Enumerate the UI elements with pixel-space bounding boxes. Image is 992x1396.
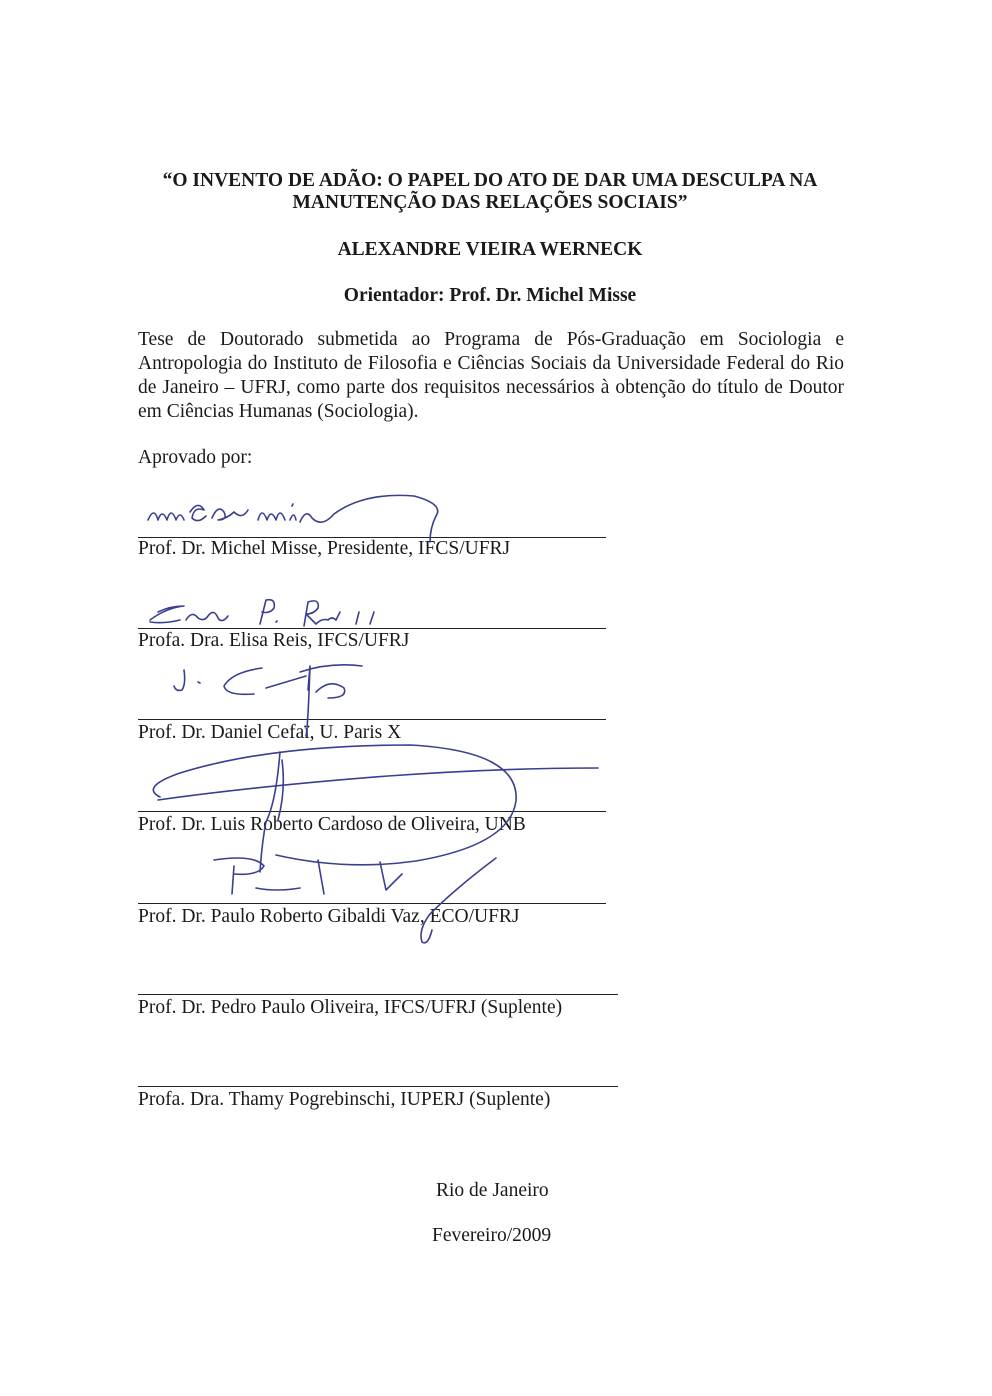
committee-member-3: Prof. Dr. Daniel Cefaï, U. Paris X (138, 722, 402, 743)
submission-statement: Tese de Doutorado submetida ao Programa de Pós-Graduação em Sociologia e Antropologia do Instituto de Filosofia e Ciências Sociais da Universidade Federal do Rio de Janeiro – UFRJ, como parte dos requisitos necessários à obtenção do título de Doutor em Ciências Humanas (Sociologia). (138, 329, 844, 422)
committee-member-6: Prof. Dr. Pedro Paulo Oliveira, IFCS/UFRJ (Suplente) (138, 997, 563, 1018)
signature-elisa-reis (150, 600, 374, 626)
signature-michel-misse (148, 495, 438, 542)
committee-member-2: Profa. Dra. Elisa Reis, IFCS/UFRJ (138, 630, 410, 651)
thesis-title-line-1: “O INVENTO DE ADÃO: O PAPEL DO ATO DE DAR UMA DESCULPA NA (162, 170, 818, 191)
signature-luis-roberto (153, 745, 598, 872)
signature-line (138, 1086, 618, 1087)
approved-by-label: Aprovado por: (138, 447, 253, 468)
committee-member-4: Prof. Dr. Luis Roberto Cardoso de Oliveira, UNB (138, 814, 526, 835)
date: Fevereiro/2009 (432, 1225, 552, 1246)
signature-line (138, 719, 606, 720)
signature-line (138, 811, 606, 812)
thesis-title-line-2: MANUTENÇÃO DAS RELAÇÕES SOCIAIS” (292, 192, 688, 213)
signature-line (138, 628, 606, 629)
committee-member-1: Prof. Dr. Michel Misse, Presidente, IFCS/UFRJ (138, 538, 511, 559)
advisor-line: Orientador: Prof. Dr. Michel Misse (343, 285, 637, 306)
committee-member-5: Prof. Dr. Paulo Roberto Gibaldi Vaz, ECO/UFRJ (138, 906, 520, 927)
thesis-title (120, 170, 860, 214)
signature-line (138, 903, 606, 904)
author-name: ALEXANDRE VIEIRA WERNECK (337, 239, 643, 260)
place: Rio de Janeiro (436, 1180, 549, 1201)
signature-line (138, 994, 618, 995)
signature-paulo-vaz (214, 858, 496, 943)
committee-member-7: Profa. Dra. Thamy Pogrebinschi, IUPERJ (Suplente) (138, 1089, 551, 1110)
